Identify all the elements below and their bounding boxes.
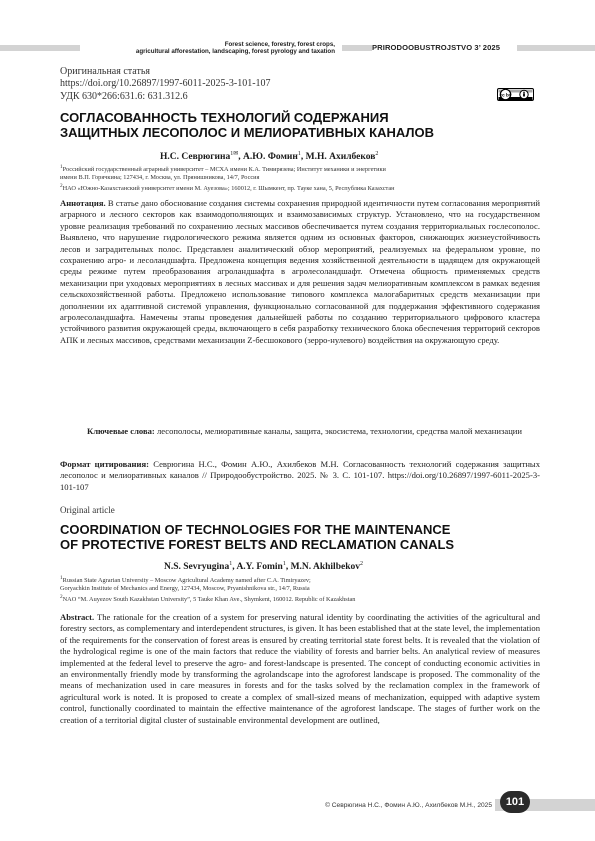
section-subject-line1: Forest science, forestry, forest crops,	[224, 41, 335, 48]
en-author-2-sup: 1	[282, 561, 286, 567]
en-title-line2: OF PROTECTIVE FOREST BELTS AND RECLAMATION CANALS	[60, 536, 455, 552]
en-article-type: Original article	[60, 505, 115, 515]
ru-citation-text: Севрюгина Н.С., Фомин А.Ю., Ахилбеков М.Н. Согласованность технологий содержания защитных лесополос и мелиоративных каналов // Природообустройство. 2025. № 3. С. 101-107. https://doi.org/10.26897/1997-6011-2025-3-101-107	[60, 459, 540, 492]
ru-abstract-text: В статье дано обоснование создания системы сохранения природной идентичности путем согласования мероприятий аграрного и лесного секторов как взаимодополняющих и взаимозависимых структур. Установлено, что на государственном уровне реализация требований по сохранению лесных массивов обеспечивается путем создания территориальных гослесополос. Выявлено, что нарушение гидрологического режима является одним из основных факторов, снижающих жизнеустойчивость лесов и заградительных полос. Представлен аналитический обзор мероприятий, реализуемых на федеральном уровне, по сохранению агро- и лесоландшафта. Предложена концепция ведения хозяйственной деятельности в щадящем для окружающей среды режиме путем преобразования агроландшафта в агролесоландшафт. Отмечена общность применяемых средств механизации при уходовых мероприятиях в лесных массивах и для решения задач мелиоративным комплексом в рамках ведения сельскохозяйственной работы. Предложено использование типового комплекса малогабаритных средств механизации при дополнении их адаптивной системой управления, функционально согласованной для поддержания эффективного содержания агролесоландшафта. Намечены этапы проведения дальнейшей работы по созданию территориального цифрового кластера устойчивого развития окружающей среды, включающего в себя разработку технического блока обеспечения территорий секторов АПК и лесных массивов, средствами механизации Z-бесшокового (зерро-нулевого) воздействия на окружающую среду.	[60, 198, 540, 345]
article-meta	[60, 66, 271, 103]
cc-badge-text: cc by	[499, 92, 512, 98]
ru-abstract	[60, 198, 540, 346]
doi-link[interactable]: https://doi.org/10.26897/1997-6011-2025-3-101-107	[60, 78, 271, 90]
en-aff2-line: NAO “M. Auyezov South Kazakhstan University”, 5 Tauke Khan Ave., Shymkent, 160012. Republic of Kazakhstan	[62, 596, 356, 604]
ru-affiliations	[60, 163, 540, 193]
en-authors: N.S. Sevryugina$^1$, A.Y. Fomin$^1$, M.N. Akhilbekov$^2$	[164, 561, 363, 573]
ru-abstract-label: Аннотация.	[60, 198, 106, 208]
ru-title-line1: СОГЛАСОВАННОСТЬ ТЕХНОЛОГИЙ СОДЕРЖАНИЯ	[60, 110, 389, 125]
header-decor-bar	[517, 45, 595, 51]
ru-aff1-line2: имени В.П. Горячкина; 127434, г. Москва, ул. Прянишникова, 14/7, Россия	[60, 174, 260, 182]
en-title-line1: COORDINATION OF TECHNOLOGIES FOR THE MAINTENANCE	[60, 522, 451, 537]
ru-author-2-sup: 1	[297, 151, 301, 157]
article-type: Оригинальная статья	[60, 66, 150, 77]
copyright-notice: © Севрюгина Н.С., Фомин А.Ю., Ахилбеков М.Н., 2025	[325, 802, 492, 809]
en-abstract-label: Abstract.	[60, 612, 95, 622]
en-aff1-sup: 1	[60, 575, 63, 581]
ru-citation	[60, 459, 540, 493]
mail-icon[interactable]: ✉	[233, 151, 239, 157]
ru-citation-label: Формат цитирования:	[60, 459, 149, 469]
ru-keywords	[87, 426, 540, 437]
journal-section-subjects	[60, 41, 335, 56]
udc-code: УДК 630*266:631.6: 631.312.6	[60, 90, 188, 102]
en-aff1-line2: Goryachkin Institute of Mechanics and Energy, 127434, Moscow, Pryanishnikova str., 14/7, Russia	[60, 585, 310, 593]
ru-aff1-sup: 1	[60, 164, 63, 170]
ru-author-1-sup: 1	[230, 151, 234, 157]
en-aff2-sup: 2	[60, 594, 63, 601]
section-subject-line2: agricultural afforestation, landscaping, forest pyrology and taxation	[135, 48, 335, 56]
page-number: 101	[500, 791, 530, 813]
cc-license-icon	[497, 88, 534, 101]
ru-aff1-line1: Российский государственный аграрный университет – МСХА имени К.А. Тимирязева; Институт механики и энергетики	[62, 166, 386, 174]
en-author-1-sup: 1	[229, 561, 233, 567]
header-decor-bar	[342, 45, 372, 51]
en-title	[60, 523, 454, 552]
ru-author-1[interactable]: Н.С. Севрюгина	[160, 152, 231, 163]
en-abstract	[60, 612, 540, 726]
en-author-3[interactable]: M.N. Akhilbekov	[290, 562, 360, 573]
en-aff1-line1: Russian State Agrarian University – Moscow Agricultural Academy named after C.A. Timiryazev;	[62, 577, 311, 585]
ru-aff2-line: НАО «Южно-Казахстанский университет имени М. Ауезова»; 160012, г. Шымкент, пр. Тауке хана, 5, Республика Казахстан	[62, 185, 395, 193]
ru-authors: Н.С. Севрюгина$^{1✉}$, А.Ю. Фомин$^1$, М.Н. Ахилбеков$^2$	[160, 151, 379, 163]
en-author-3-sup: 2	[359, 561, 363, 567]
ru-title-line2: ЗАЩИТНЫХ ЛЕСОПОЛОС И МЕЛИОРАТИВНЫХ КАНАЛОВ	[60, 124, 435, 140]
ru-author-3[interactable]: М.Н. Ахилбеков	[305, 152, 376, 163]
en-abstract-text: The rationale for the creation of a system for preserving natural identity by coordinating the activities of the agricultural and forestry sectors, as complementary and interdependent structures, is given. It has been established that at the state level, the implementation of the requirements for the conservation of forest areas is ensured by creating territorial state forest belts. It is revealed that the violation of the hydrological regime is one of the main factors that reduce the viability of forests and barrier belts. An analytical review of measures implemented at the federal level to preserve the agro- and forest-landscape is presented. The concept of conducting economic activities in an environmentally friendly mode by transforming the agrolandscape into the agroforest landscape is proposed. The commonality of the means of mechanization used in care measures in forests and for the tasks solved by the reclamation complex in the framework of agricultural work is noted. It is proposed to create a complex of small-sized means of mechanization, equipped with adaptive system control, functionally coordinated to maintain the effective maintenance of the agroforest landscape. The stages of further work on the creation of a territorial digital cluster of sustainable environmental development are outlined,	[60, 612, 540, 725]
ru-author-2[interactable]: А.Ю. Фомин	[243, 152, 298, 163]
ru-aff2-sup: 2	[60, 183, 63, 190]
en-author-2[interactable]: A.Y. Fomin	[236, 562, 283, 573]
en-author-1[interactable]: N.S. Sevryugina	[164, 562, 230, 573]
journal-name: PRIRODOOBUSTROJSTVO 3’ 2025	[372, 43, 501, 52]
ru-title	[60, 111, 434, 140]
ru-keywords-text: лесополосы, мелиоративные каналы, защита, экосистема, технологии, средства малой механизации	[156, 426, 522, 436]
ru-author-3-sup: 2	[375, 151, 379, 157]
en-affiliations	[60, 574, 540, 604]
ru-keywords-label: Ключевые слова:	[87, 426, 155, 436]
